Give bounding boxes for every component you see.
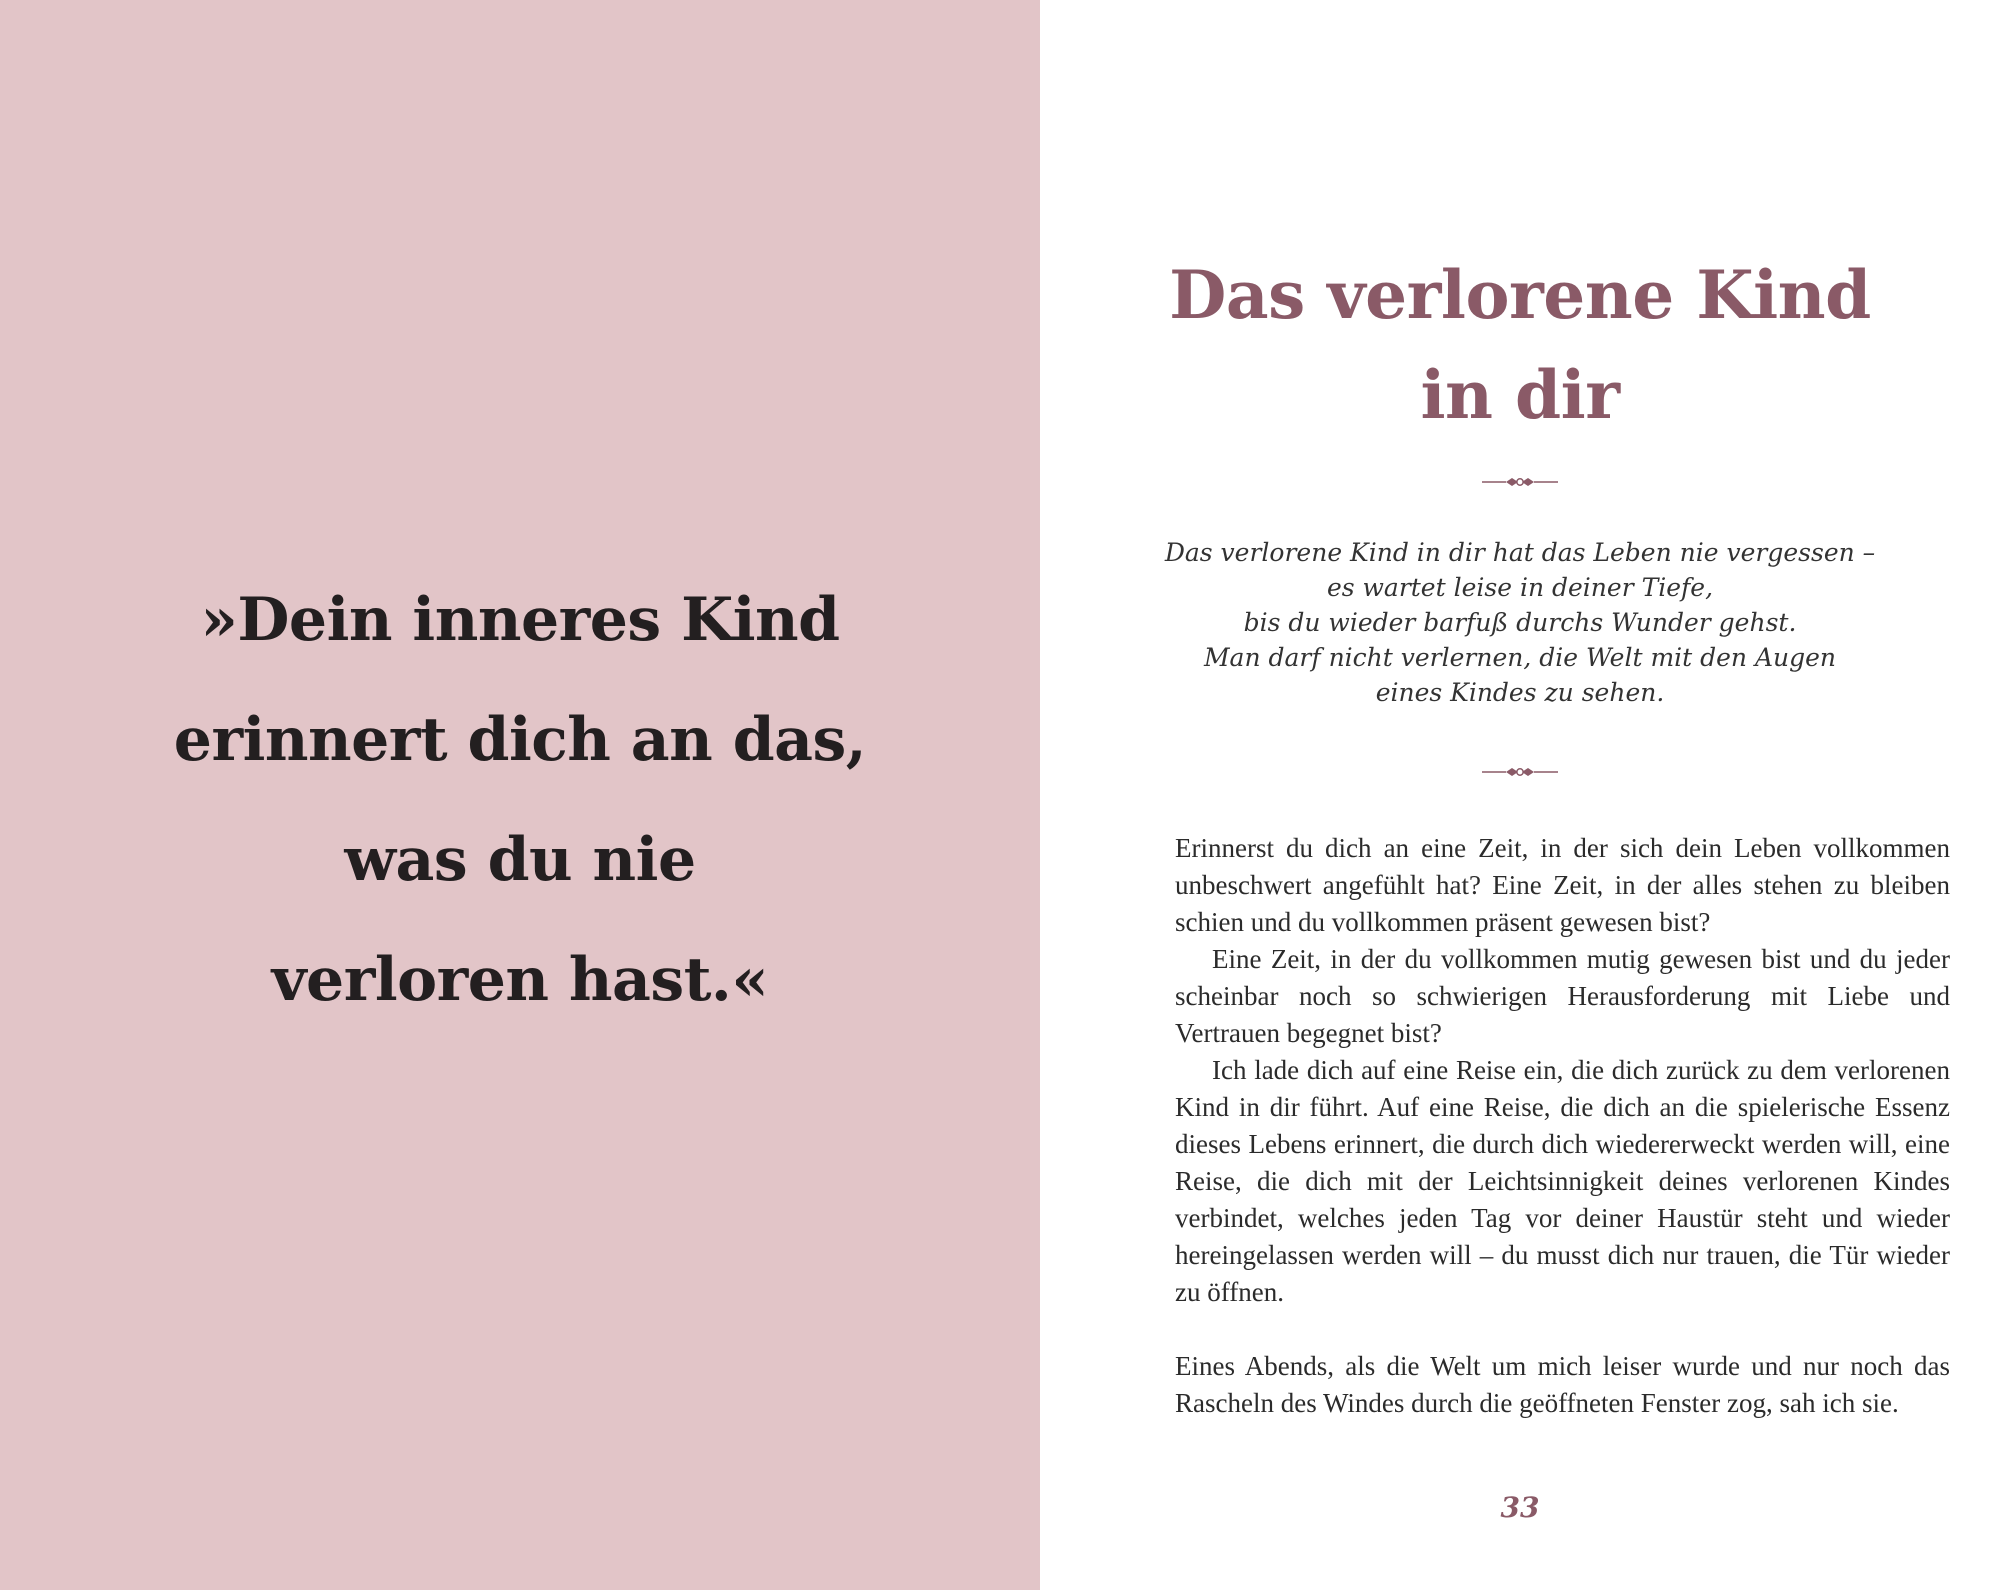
epigraph-line: Man darf nicht verlernen, die Welt mit den Augen	[1203, 643, 1837, 672]
quote-line: verloren hast.«	[271, 945, 769, 1015]
chapter-title-line: in dir	[1420, 356, 1620, 434]
epigraph-line: Das verlorene Kind in dir hat das Leben nie vergessen –	[1164, 538, 1876, 567]
fleuron-divider-icon	[1480, 765, 1560, 779]
fleuron-divider-icon	[1480, 475, 1560, 489]
quote-line: erinnert dich an das,	[173, 705, 867, 775]
chapter-title-line: Das verlorene Kind	[1169, 256, 1871, 334]
page-number: 33	[1500, 1491, 1540, 1524]
epigraph	[1040, 535, 2000, 710]
chapter-title	[1040, 245, 2000, 445]
pull-quote	[60, 560, 980, 1040]
epigraph-line: eines Kindes zu sehen.	[1375, 678, 1665, 707]
quote-line: »Dein inneres Kind	[200, 585, 840, 655]
right-page	[1040, 0, 2000, 1590]
body-paragraph: Erinnerst du dich an eine Zeit, in der sich dein Leben vollkommen unbeschwert angefühlt hat? Eine Zeit, in der alles stehen zu bleiben schien und du vollkommen präsent gewesen bist?	[1175, 833, 1950, 937]
epigraph-line: es wartet leise in deiner Tiefe,	[1326, 573, 1714, 602]
body-paragraph: Eine Zeit, in der du vollkommen mutig gewesen bist und du jeder scheinbar noch so schwierigen Herausforderung mit Liebe und Vertrauen begegnet bist?	[1175, 944, 1950, 1048]
epigraph-line: bis du wieder barfuß durchs Wunder gehst.	[1243, 608, 1797, 637]
body-text	[1175, 830, 1950, 1422]
body-paragraph: Ich lade dich auf eine Reise ein, die dich zurück zu dem verlorenen Kind in dir führt. Auf eine Reise, die dich an die spielerische Essenz dieses Lebens erinnert, die durch dich wiedererweckt werden will, eine Reise, die dich mit der Leichtsinnigkeit deines verlorenen Kindes verbindet, welches jeden Tag vor deiner Haustür steht und wieder hereingelassen werden will – du musst dich nur trauen, die Tür wieder zu öffnen.	[1175, 1055, 1950, 1307]
body-paragraph: Eines Abends, als die Welt um mich leiser wurde und nur noch das Rascheln des Windes durch die geöffneten Fenster zog, sah ich sie.	[1175, 1351, 1950, 1418]
quote-line: was du nie	[344, 825, 696, 895]
